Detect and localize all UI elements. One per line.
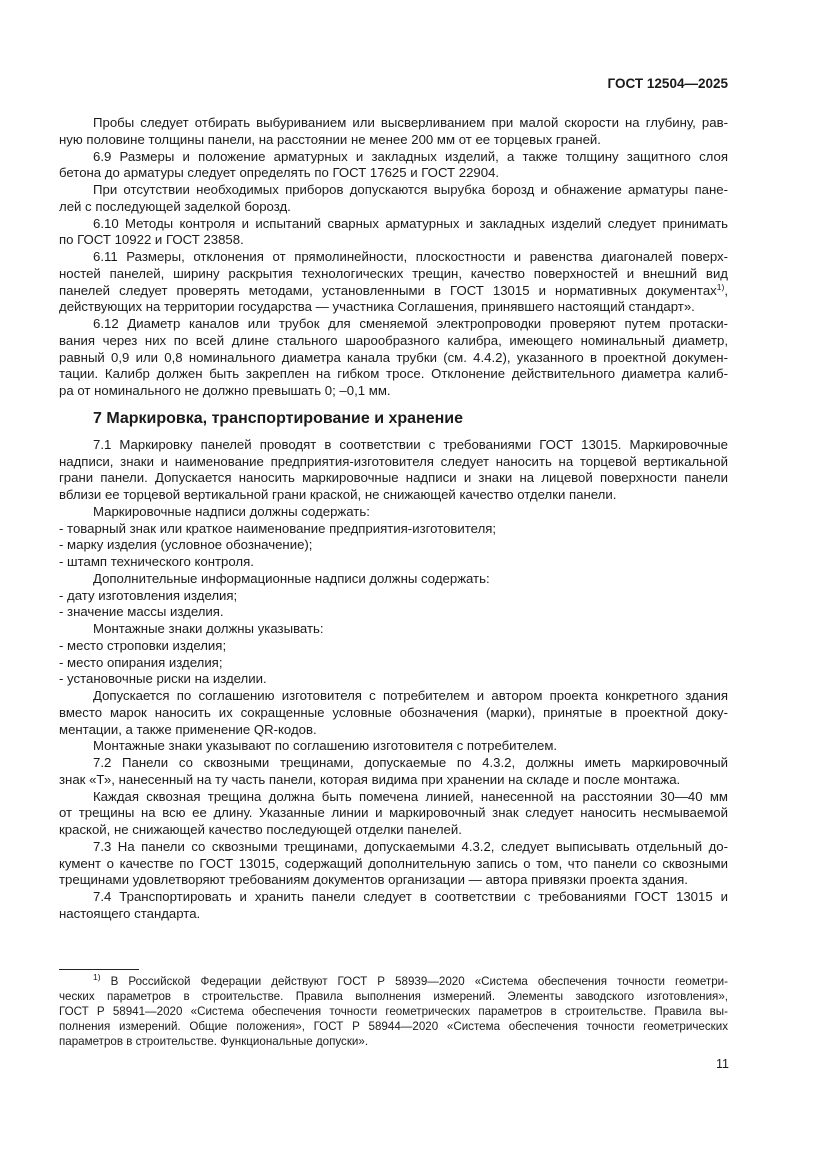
text-line: лей с последующей заделкой борозд. (59, 198, 291, 214)
text-line: - дату изготовления изделия; (59, 587, 238, 603)
text-line: грани панели. Допускается наносить маркировочные надписи и знаки на лицевой поверхности панели (59, 470, 728, 486)
text-line: ную половине толщины панели, на расстоянии не менее 200 мм от ее торцевых граней. (59, 131, 601, 147)
text-line: краской, не снижающей качество последующей отделки панелей. (59, 822, 462, 837)
text-line: ра от номинального не должно превышать 0; –0,1 мм. (59, 383, 391, 398)
footnote-line: ческих параметров в строительстве. Правила выполнения измерений. Элементы заводского изготовления», (59, 990, 728, 1003)
text-line: 7.2 Панели со сквозными трещинами, допускаемые по 4.3.2, должны иметь маркировочный (93, 755, 728, 770)
document-id-header: ГОСТ 12504—2025 (607, 76, 728, 91)
text-line: - товарный знак или краткое наименование предприятия-изготовителя; (59, 520, 497, 536)
text-line: действующих на территории государства — участника Соглашения, принявшего настоящий стандарт». (59, 299, 695, 315)
text-line: 6.12 Диаметр каналов или трубок для сменяемой электропроводки проверяют путем протаски- (93, 316, 728, 331)
text-line: панелей следует проверять методами, установленными в ГОСТ 13015 и нормативных документах$^{1)}$, (59, 281, 728, 298)
text-line: знак «Т», нанесенный на ту часть панели, которая видима при хранении на складе и после монтажа. (59, 771, 681, 787)
text-line: вания через них по всей длине стального шарообразного калибра, имеющего номинальный диаметр, (59, 332, 728, 348)
footnote-marker: 1) (93, 972, 101, 982)
footnote-reference[interactable]: 1) (716, 281, 725, 292)
text-line: Монтажные знаки указывают по соглашению изготовителя с потребителем. (93, 738, 558, 754)
text-line: по ГОСТ 10922 и ГОСТ 23858. (59, 232, 244, 248)
text-line: Дополнительные информационные надписи должны содержать: (93, 570, 490, 586)
footnote-line: ГОСТ Р 58941—2020 «Система обеспечения точности геометрических параметров в строительстве. Правила вы- (59, 1005, 728, 1018)
text-line: Пробы следует отбирать выбуриванием или высверливанием при малой скорости на глубину, рав- (93, 115, 728, 130)
section-6-paragraphs (59, 115, 728, 400)
text-line: 6.10 Методы контроля и испытаний сварных арматурных и закладных изделий следует принимать (93, 215, 728, 231)
text-line: трещинами удовлетворяют требованиям документов организации — автора привязки проекта здания. (59, 872, 688, 888)
text-line: - марку изделия (условное обозначение); (59, 537, 313, 553)
text-line: 7.3 На панели со сквозными трещинами, допускаемыми 4.3.2, следует выписывать отдельный до- (93, 838, 728, 854)
text-line: равный 0,9 или 0,8 номинального диаметра канала трубки (см. 4.4.2), указанного в проектной докумен- (59, 349, 728, 365)
text-line: ментации, а также применение QR-кодов. (59, 721, 317, 737)
text-line: - место строповки изделия; (59, 637, 227, 653)
text-line: надписи, знаки и наименование предприятия-изготовителя следует наносить на торцевой вертикальной (59, 453, 728, 469)
text-line: При отсутствии необходимых приборов допускаются вырубка борозд и обнажение арматуры пане- (93, 182, 728, 197)
footnote-line: полнения измерений. Общие положения», ГОСТ Р 58944—2020 «Система обеспечения точности геометрических (59, 1020, 728, 1033)
footnote-line: $^{1)}$ В Российской Федерации действуют ГОСТ Р 58939—2020 «Система обеспечения точности геометри- (93, 972, 728, 988)
text-line: ностей панелей, ширину раскрытия технологических трещин, качество поверхностей и внешний вид (59, 265, 728, 281)
text-line: настоящего стандарта. (59, 905, 201, 921)
text-line: - штамп технического контроля. (59, 554, 254, 569)
text-line: вместо марок наносить их сокращенные условные обозначения (марки), принятые в проектной доку- (59, 704, 728, 720)
footnote-line: параметров в строительстве. Функциональные допуски». (59, 1035, 369, 1048)
text-line: вблизи ее торцевой вертикальной грани краской, не снижающей качество отделки панели. (59, 487, 617, 502)
text-line: от трещины на всю ее длину. Указанные линии и маркировочный знак следует наносить несмываемой (59, 805, 728, 821)
text-line: - место опирания изделия; (59, 654, 223, 670)
footnote (59, 974, 728, 1049)
text-line: 6.9 Размеры и положение арматурных и закладных изделий, а также толщину защитного слоя (93, 148, 728, 164)
text-line: Маркировочные надписи должны содержать: (93, 503, 370, 519)
page-number: 11 (716, 1057, 729, 1071)
text-line: кумент о качестве по ГОСТ 13015, содержащий дополнительную запись о том, что панели со сквозными (59, 855, 728, 871)
text-line: Каждая сквозная трещина должна быть помечена линией, нанесенной на расстоянии 30—40 мм (93, 788, 728, 804)
text-line: Допускается по соглашению изготовителя с потребителем и автором проекта конкретного здания (93, 688, 728, 703)
text-line: - значение массы изделия. (59, 604, 224, 620)
section-7-paragraphs (59, 437, 728, 923)
text-line: бетона до арматуры следует определять по ГОСТ 17625 и ГОСТ 22904. (59, 165, 500, 181)
text-line: 7.1 Маркировку панелей проводят в соответствии с требованиями ГОСТ 13015. Маркировочные (93, 436, 728, 452)
text-line: тации. Калибр должен быть закреплен на гибком тросе. Отклонение действительного диаметра калиб- (59, 366, 728, 382)
text-line: - установочные риски на изделии. (59, 671, 267, 687)
section-7-heading: 7 Маркировка, транспортирование и хранение (93, 409, 464, 427)
footnote-separator (59, 969, 139, 970)
document-body (59, 115, 728, 923)
text-line: Монтажные знаки должны указывать: (93, 621, 324, 636)
text-line: 7.4 Транспортировать и хранить панели следует в соответствии с требованиями ГОСТ 13015 и (93, 889, 728, 904)
text-line: 6.11 Размеры, отклонения от прямолинейности, плоскостности и равенства диагоналей поверх- (93, 249, 728, 264)
